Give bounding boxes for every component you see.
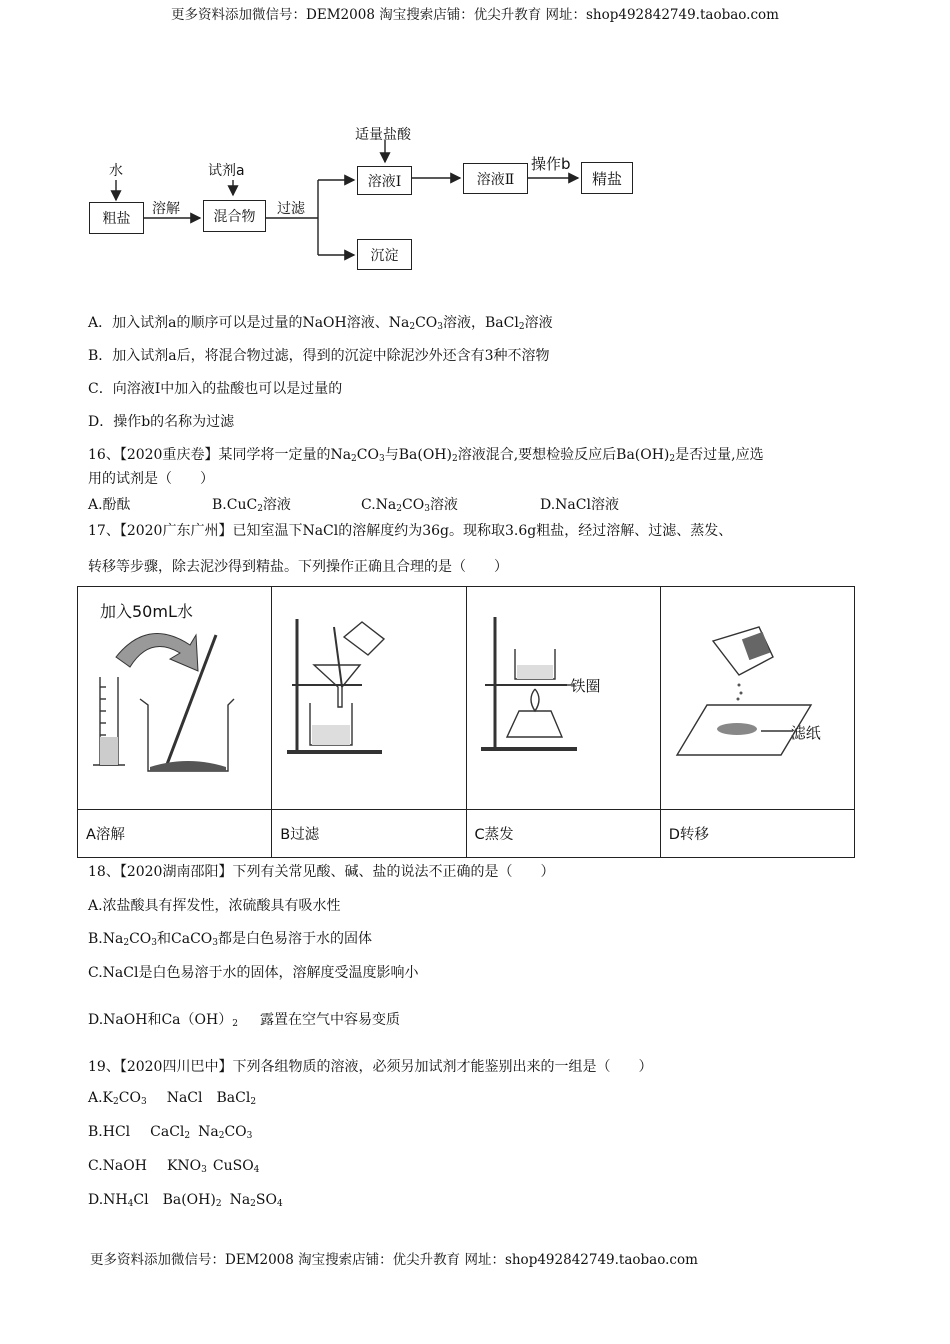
q17-stem-line1: 17、【2020广东广州】已知室温下NaCl的溶解度约为36g。现称取3.6g粗盐，经过溶解、过滤、蒸发、 — [88, 523, 733, 539]
q15-option-c: C．向溶液Ⅰ中加入的盐酸也可以是过量的 — [88, 381, 343, 397]
q17-stem-line2: 转移等步骤，除去泥沙得到精盐。下列操作正确且合理的是（ ） — [88, 559, 508, 575]
q18-option-a: A.浓盐酸具有挥发性，浓硫酸具有吸水性 — [88, 898, 341, 914]
caption-a: A溶解 — [78, 810, 272, 858]
q16-option-d: D.NaCl溶液 — [540, 497, 619, 513]
solution2-box: 溶液Ⅱ — [463, 163, 528, 194]
q16-option-b: B.CuC$_2$溶液 — [212, 497, 291, 514]
pour-arrow-icon — [116, 633, 198, 671]
precipitate-box: 沉淀 — [357, 239, 412, 270]
q15-option-a: A．加入试剂a的顺序可以是过量的NaOH溶液、$Na_2CO_3$溶液，BaCl$_2$溶液 — [88, 315, 553, 332]
alcohol-lamp-icon — [507, 711, 562, 737]
caption-b: B过滤 — [272, 810, 466, 858]
transfer-drawing — [661, 587, 855, 809]
dissolve-drawing — [78, 587, 272, 809]
cell-filter-pic — [272, 587, 466, 810]
iron-ring-label: 铁圈 — [570, 677, 601, 695]
cell-transfer-pic — [660, 587, 854, 810]
filter-label: 过滤 — [277, 201, 305, 217]
reagent-a-label: 试剂a — [208, 163, 245, 179]
solution1-box: 溶液Ⅰ — [357, 166, 412, 195]
pouring-beaker-icon — [344, 622, 384, 655]
q17-table — [77, 586, 855, 858]
salt-pile-icon — [717, 723, 757, 735]
glass-rod-icon — [334, 627, 342, 687]
q18-option-c: C.NaCl是白色易溶于水的固体，溶解度受温度影响小 — [88, 965, 419, 981]
q19-option-b: B.HCl CaCl$_2$ $Na_2CO_3$ — [88, 1124, 253, 1141]
q19-option-a: $A.K_2CO_3$ NaCl BaCl$_2$ — [88, 1090, 257, 1107]
caption-d: D转移 — [660, 810, 854, 858]
q16-option-a: A.酚酞 — [88, 497, 131, 513]
q16-stem-line1: 16、【2020重庆卷】某同学将一定量的$Na_2CO_3$与$Ba(OH)_2$溶液混合,要想检验反应后$Ba(OH)_2$是否过量,应选 — [88, 447, 764, 464]
filter-paper-label: 滤纸 — [790, 724, 821, 742]
cell-evaporate-pic — [466, 587, 660, 810]
add-water-label: 加入50mL水 — [100, 602, 193, 621]
q15-option-b: B．加入试剂a后，将混合物过滤，得到的沉淀中除泥沙外还含有3种不溶物 — [88, 348, 550, 364]
water-label: 水 — [109, 163, 123, 179]
refined-salt-box: 精盐 — [581, 162, 633, 194]
flame-icon — [531, 689, 539, 711]
cell-dissolve-pic — [78, 587, 272, 810]
q18-option-b: $B.Na_2CO_3$和CaCO$_3$都是白色易溶于水的固体 — [88, 931, 372, 948]
q15-option-d: D．操作b的名称为过滤 — [88, 414, 235, 430]
mixture-box: 混合物 — [203, 200, 266, 232]
q18-stem: 18、【2020湖南邵阳】下列有关常见酸、碱、盐的说法不正确的是（ ） — [88, 864, 555, 880]
q19-stem: 19、【2020四川巴中】下列各组物质的溶液，必须另加试剂才能鉴别出来的一组是（ ） — [88, 1059, 653, 1075]
q19-option-d: $D.NH_4Cl$ $Ba(OH)_2$ $Na_2SO_4$ — [88, 1192, 283, 1209]
dissolve-label: 溶解 — [152, 201, 180, 217]
caption-c: C蒸发 — [466, 810, 660, 858]
evaporate-drawing — [467, 587, 661, 809]
q16-option-c: $C.Na_2CO_3$溶液 — [361, 497, 458, 514]
q18-option-d: D.NaOH和$Ca(OH)_2$ 露置在空气中容易变质 — [88, 1012, 400, 1029]
flow-arrows — [0, 0, 950, 300]
op-b-label: 操作b — [531, 155, 571, 173]
page-header: 更多资料添加微信号：DEM2008 淘宝搜索店铺：优尖升教育 网址：shop492842749.taobao.com — [171, 7, 779, 23]
q19-option-c: C.NaOH $KNO_3$ CuSO$_4$ — [88, 1158, 260, 1175]
crude-salt-box: 粗盐 — [89, 202, 144, 234]
q16-stem-line2: 用的试剂是（ ） — [88, 471, 214, 487]
hcl-label: 适量盐酸 — [355, 127, 411, 143]
filter-drawing — [272, 587, 466, 809]
page-footer: 更多资料添加微信号：DEM2008 淘宝搜索店铺：优尖升教育 网址：shop492842749.taobao.com — [90, 1252, 698, 1268]
